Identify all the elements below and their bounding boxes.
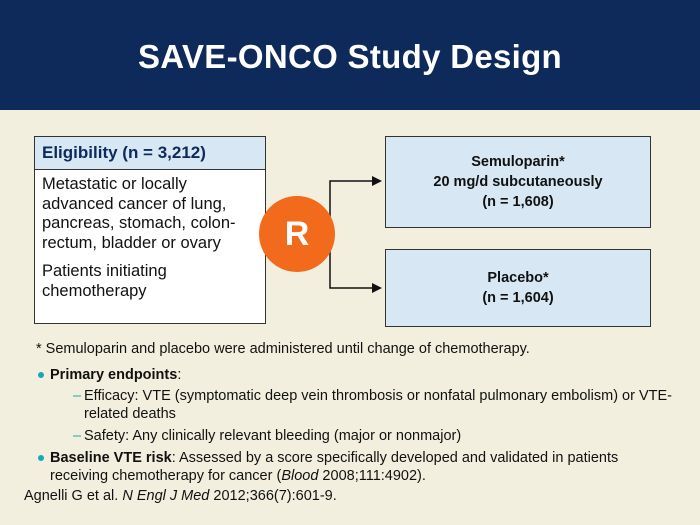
dash-marker: – xyxy=(73,388,82,404)
efficacy-text: Efficacy: VTE (symptomatic deep vein thrombosis or nonfatal pulmonary embolism) or VTE-related deaths xyxy=(84,388,673,422)
dash-marker: – xyxy=(73,428,82,444)
eligibility-box xyxy=(34,136,266,324)
primary-endpoints-bullet: Primary endpoints: xyxy=(36,366,676,384)
slide-title: SAVE-ONCO Study Design xyxy=(137,38,563,75)
baseline-risk-bullet: Baseline VTE risk: Assessed by a score specifically developed and validated in patients receiving chemotherapy for cancer (Blood 2008;111:4902). xyxy=(36,449,676,485)
arm-dose: 20 mg/d subcutaneously xyxy=(433,174,603,190)
notes-section xyxy=(36,340,676,488)
criterion-cancer-type: Metastatic or locally advanced cancer of lung, pancreas, stomach, colon-rectum, bladder or ovary xyxy=(42,175,236,252)
arrow-to-placebo xyxy=(330,233,374,288)
efficacy-subbullet xyxy=(36,387,676,423)
baseline-risk-label: Baseline VTE risk xyxy=(50,450,172,466)
citation-journal: N Engl J Med xyxy=(122,488,210,504)
safety-subbullet xyxy=(36,427,676,445)
arrowhead-placebo xyxy=(372,283,382,293)
arrowhead-semuloparin xyxy=(372,176,382,186)
semuloparin-arm-box xyxy=(385,136,651,228)
arrow-to-semuloparin xyxy=(330,181,374,233)
citation: Agnelli G et al. N Engl J Med 2012;366(7):601-9. xyxy=(24,488,337,504)
administration-footnote: * Semuloparin and placebo were administered until change of chemotherapy. xyxy=(36,341,530,357)
eligibility-heading: Eligibility (n = 3,212) xyxy=(35,137,265,170)
eligibility-criteria xyxy=(35,170,265,301)
primary-endpoints-label: Primary endpoints xyxy=(50,367,178,383)
criterion-chemotherapy: Patients initiating chemotherapy xyxy=(42,262,167,300)
arm-count: (n = 1,608) xyxy=(482,194,554,210)
arm-name: Placebo* xyxy=(487,270,549,286)
arm-name: Semuloparin* xyxy=(471,154,565,170)
safety-text: Safety: Any clinically relevant bleeding (major or nonmajor) xyxy=(84,428,462,444)
arm-count: (n = 1,604) xyxy=(482,290,554,306)
blood-journal: Blood xyxy=(281,468,319,484)
placebo-arm-box xyxy=(385,249,651,327)
randomization-circle: R xyxy=(259,196,335,272)
